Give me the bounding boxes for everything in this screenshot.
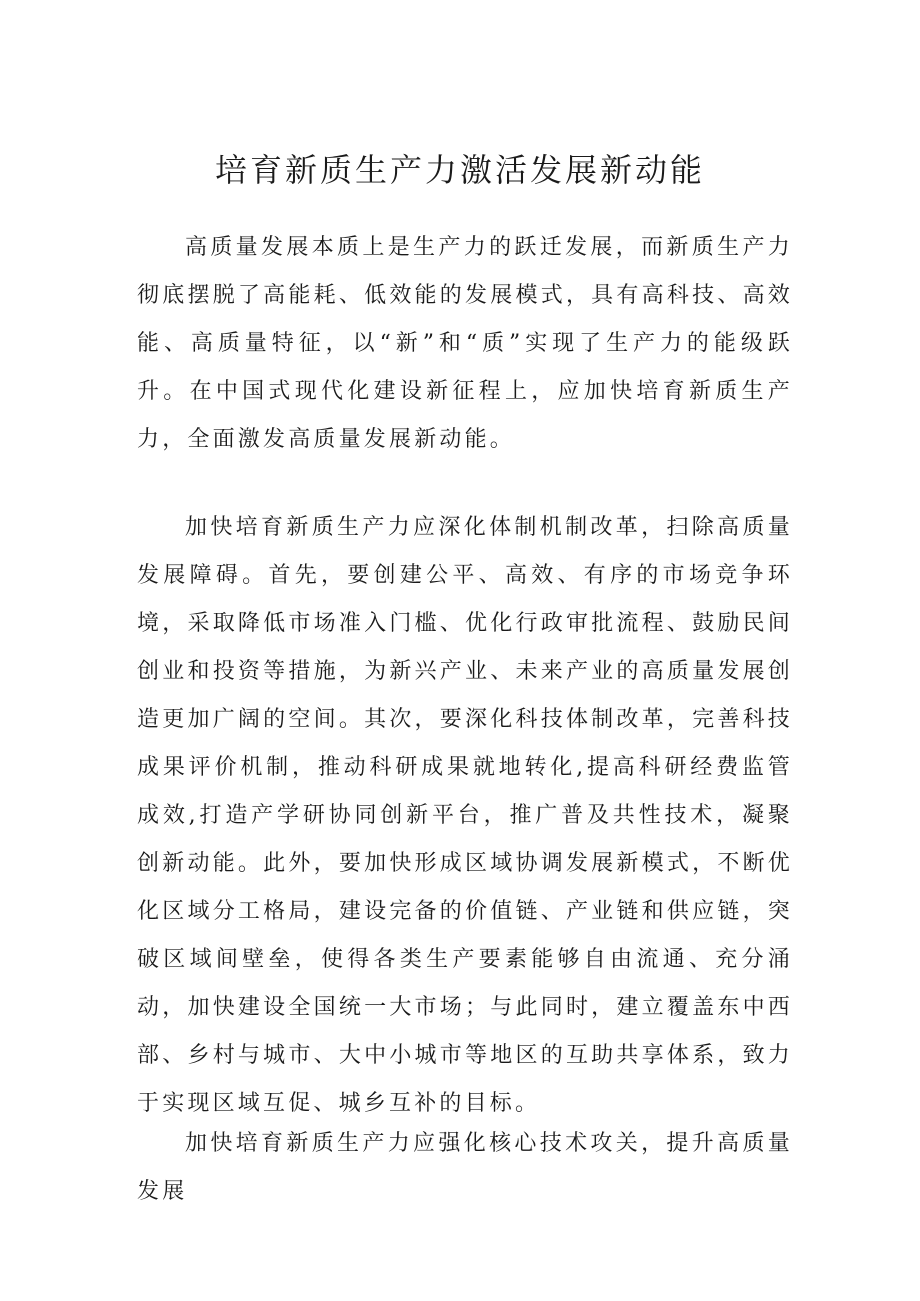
paragraph-3: 加快培育新质生产力应强化核心技术攻关，提升高质量发展 [137, 1131, 793, 1204]
paragraph-2: 加快培育新质生产力应深化体制机制改革，扫除高质量发展障碍。首先，要创建公平、高效、有序的市场竞争环境，采取降低市场准入门槛、优化行政审批流程、鼓励民间创业和投资等措施，为新兴产业、未来产业的高质量发展创造更加广阔的空间。其次，要深化科技体制改革，完善科技成果评价机制，推动科研成果就地转化,提高科研经费监管成效,打造产学研协同创新平台，推广普及共性技术，凝聚创新动能。此外，要加快形成区域协调发展新模式，不断优化区域分工格局，建设完备的价值链、产业链和供应链，突破区域间壁垒，使得各类生产要素能够自由流通、充分涌动，加快建设全国统一大市场；与此同时，建立覆盖东中西部、乡村与城市、大中小城市等地区的互助共享体系，致力于实现区域互促、城乡互补的目标。 [137, 515, 793, 1116]
document-title: 培育新质生产力激活发展新动能 [214, 151, 705, 189]
paragraph-1: 高质量发展本质上是生产力的跃迁发展，而新质生产力彻底摆脱了高能耗、低效能的发展模式，具有高科技、高效能、高质量特征，以“新”和“质”实现了生产力的能级跃升。在中国式现代化建设新征程上，应加快培育新质生产力，全面激发高质量发展新动能。 [137, 235, 793, 452]
